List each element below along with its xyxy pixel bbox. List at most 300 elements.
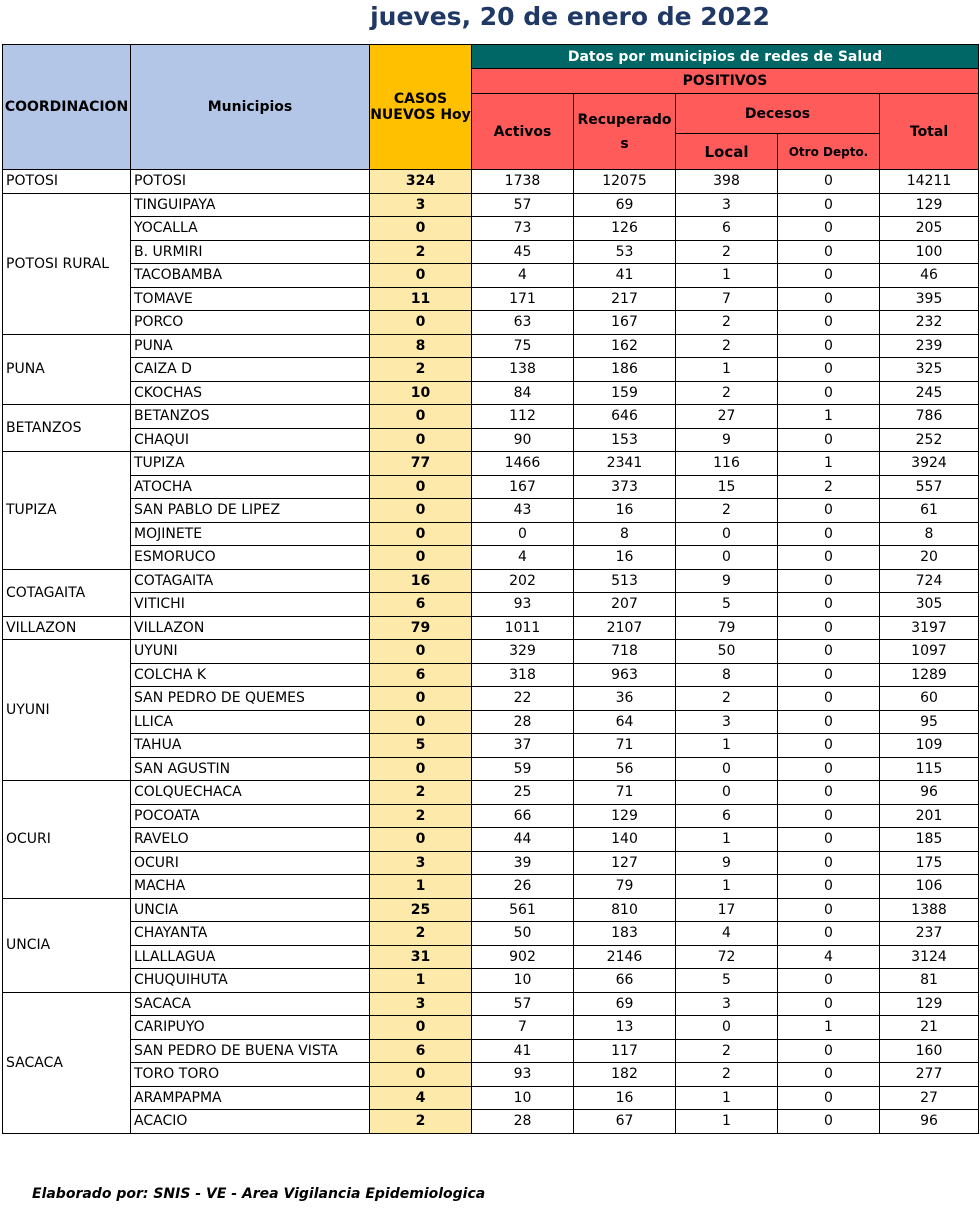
local-cell: 9 — [676, 569, 778, 593]
recuperados-cell: 79 — [574, 875, 676, 899]
table-row — [3, 428, 979, 452]
table-row — [3, 781, 979, 805]
table-row — [3, 1039, 979, 1063]
table-row — [3, 334, 979, 358]
activos-cell: 44 — [472, 828, 574, 852]
local-cell: 2 — [676, 687, 778, 711]
otro-cell: 0 — [778, 734, 880, 758]
coordinacion-cell: PUNA — [3, 334, 131, 405]
activos-cell: 93 — [472, 593, 574, 617]
otro-cell: 0 — [778, 969, 880, 993]
header-activos: Activos — [472, 94, 574, 170]
recuperados-cell: 153 — [574, 428, 676, 452]
coordinacion-cell: COTAGAITA — [3, 569, 131, 616]
local-cell: 0 — [676, 781, 778, 805]
activos-cell: 22 — [472, 687, 574, 711]
recuperados-cell: 183 — [574, 922, 676, 946]
total-cell: 14211 — [880, 170, 979, 194]
recuperados-cell: 186 — [574, 358, 676, 382]
total-cell: 305 — [880, 593, 979, 617]
total-cell: 8 — [880, 522, 979, 546]
header-recuperados: Recuperado s — [574, 94, 676, 170]
local-cell: 0 — [676, 546, 778, 570]
casos-cell: 10 — [370, 381, 472, 405]
local-cell: 1 — [676, 828, 778, 852]
casos-cell: 0 — [370, 499, 472, 523]
activos-cell: 318 — [472, 663, 574, 687]
total-cell: 46 — [880, 264, 979, 288]
activos-cell: 4 — [472, 264, 574, 288]
casos-cell: 8 — [370, 334, 472, 358]
total-cell: 106 — [880, 875, 979, 899]
municipio-cell: PORCO — [131, 311, 370, 335]
otro-cell: 0 — [778, 546, 880, 570]
otro-cell: 0 — [778, 640, 880, 664]
casos-cell: 31 — [370, 945, 472, 969]
municipio-cell: CHAYANTA — [131, 922, 370, 946]
municipio-cell: VITICHI — [131, 593, 370, 617]
recuperados-cell: 127 — [574, 851, 676, 875]
header-municipios: Municipios — [131, 45, 370, 170]
total-cell: 96 — [880, 1110, 979, 1134]
local-cell: 2 — [676, 1063, 778, 1087]
otro-cell: 0 — [778, 757, 880, 781]
municipio-cell: CHAQUI — [131, 428, 370, 452]
recuperados-cell: 140 — [574, 828, 676, 852]
casos-cell: 3 — [370, 851, 472, 875]
recuperados-cell: 56 — [574, 757, 676, 781]
otro-cell: 0 — [778, 240, 880, 264]
total-cell: 239 — [880, 334, 979, 358]
activos-cell: 329 — [472, 640, 574, 664]
total-cell: 1289 — [880, 663, 979, 687]
municipio-cell: ACACIO — [131, 1110, 370, 1134]
activos-cell: 1011 — [472, 616, 574, 640]
municipio-cell: COLQUECHACA — [131, 781, 370, 805]
table-row — [3, 522, 979, 546]
activos-cell: 66 — [472, 804, 574, 828]
otro-cell: 0 — [778, 828, 880, 852]
casos-cell: 11 — [370, 287, 472, 311]
recuperados-cell: 126 — [574, 217, 676, 241]
activos-cell: 902 — [472, 945, 574, 969]
table-row — [3, 546, 979, 570]
recuperados-cell: 373 — [574, 475, 676, 499]
municipio-cell: TORO TORO — [131, 1063, 370, 1087]
casos-cell: 77 — [370, 452, 472, 476]
coordinacion-cell: UNCIA — [3, 898, 131, 992]
recuperados-cell: 810 — [574, 898, 676, 922]
table-row — [3, 992, 979, 1016]
table-row — [3, 945, 979, 969]
activos-cell: 37 — [472, 734, 574, 758]
otro-cell: 0 — [778, 898, 880, 922]
total-cell: 115 — [880, 757, 979, 781]
municipio-cell: LLICA — [131, 710, 370, 734]
otro-cell: 0 — [778, 264, 880, 288]
table-row — [3, 358, 979, 382]
activos-cell: 138 — [472, 358, 574, 382]
casos-cell: 0 — [370, 217, 472, 241]
table-row — [3, 569, 979, 593]
local-cell: 398 — [676, 170, 778, 194]
recuperados-cell: 217 — [574, 287, 676, 311]
otro-cell: 0 — [778, 851, 880, 875]
municipio-cell: SAN PEDRO DE BUENA VISTA — [131, 1039, 370, 1063]
recuperados-cell: 159 — [574, 381, 676, 405]
header-casos-nuevos: CASOS NUEVOS Hoy — [370, 45, 472, 170]
recuperados-cell: 13 — [574, 1016, 676, 1040]
table-row — [3, 851, 979, 875]
local-cell: 3 — [676, 710, 778, 734]
local-cell: 1 — [676, 1110, 778, 1134]
municipio-cell: PUNA — [131, 334, 370, 358]
local-cell: 5 — [676, 593, 778, 617]
local-cell: 3 — [676, 193, 778, 217]
total-cell: 201 — [880, 804, 979, 828]
table-row — [3, 405, 979, 429]
recuperados-cell: 41 — [574, 264, 676, 288]
local-cell: 0 — [676, 522, 778, 546]
casos-cell: 0 — [370, 475, 472, 499]
municipio-cell: SAN PEDRO DE QUEMES — [131, 687, 370, 711]
total-cell: 21 — [880, 1016, 979, 1040]
otro-cell: 0 — [778, 569, 880, 593]
activos-cell: 10 — [472, 969, 574, 993]
recuperados-cell: 162 — [574, 334, 676, 358]
recuperados-cell: 16 — [574, 499, 676, 523]
total-cell: 205 — [880, 217, 979, 241]
municipio-cell: B. URMIRI — [131, 240, 370, 264]
otro-cell: 0 — [778, 804, 880, 828]
recuperados-cell: 117 — [574, 1039, 676, 1063]
table-row — [3, 1110, 979, 1134]
coordinacion-cell: VILLAZON — [3, 616, 131, 640]
table-row — [3, 193, 979, 217]
table-row — [3, 170, 979, 194]
total-cell: 95 — [880, 710, 979, 734]
total-cell: 557 — [880, 475, 979, 499]
table-row — [3, 898, 979, 922]
casos-cell: 0 — [370, 405, 472, 429]
total-cell: 129 — [880, 193, 979, 217]
header-decesos: Decesos — [676, 94, 880, 134]
casos-cell: 6 — [370, 1039, 472, 1063]
activos-cell: 112 — [472, 405, 574, 429]
municipio-cell: SAN PABLO DE LIPEZ — [131, 499, 370, 523]
local-cell: 1 — [676, 264, 778, 288]
local-cell: 2 — [676, 240, 778, 264]
table-row — [3, 757, 979, 781]
otro-cell: 0 — [778, 287, 880, 311]
coordinacion-cell: POTOSI RURAL — [3, 193, 131, 334]
activos-cell: 26 — [472, 875, 574, 899]
activos-cell: 50 — [472, 922, 574, 946]
otro-cell: 1 — [778, 1016, 880, 1040]
activos-cell: 25 — [472, 781, 574, 805]
casos-cell: 0 — [370, 1063, 472, 1087]
otro-cell: 0 — [778, 663, 880, 687]
total-cell: 129 — [880, 992, 979, 1016]
coordinacion-cell: UYUNI — [3, 640, 131, 781]
recuperados-cell: 16 — [574, 1086, 676, 1110]
local-cell: 27 — [676, 405, 778, 429]
recuperados-cell: 963 — [574, 663, 676, 687]
local-cell: 6 — [676, 217, 778, 241]
activos-cell: 84 — [472, 381, 574, 405]
recuperados-cell: 207 — [574, 593, 676, 617]
local-cell: 1 — [676, 734, 778, 758]
local-cell: 79 — [676, 616, 778, 640]
local-cell: 5 — [676, 969, 778, 993]
recuperados-cell: 182 — [574, 1063, 676, 1087]
otro-cell: 0 — [778, 358, 880, 382]
total-cell: 100 — [880, 240, 979, 264]
recuperados-cell: 718 — [574, 640, 676, 664]
coordinacion-cell: OCURI — [3, 781, 131, 899]
activos-cell: 561 — [472, 898, 574, 922]
otro-cell: 0 — [778, 381, 880, 405]
municipio-cell: LLALLAGUA — [131, 945, 370, 969]
total-cell: 252 — [880, 428, 979, 452]
total-cell: 3197 — [880, 616, 979, 640]
recuperados-cell: 8 — [574, 522, 676, 546]
casos-cell: 2 — [370, 1110, 472, 1134]
recuperados-cell: 36 — [574, 687, 676, 711]
municipio-cell: UNCIA — [131, 898, 370, 922]
local-cell: 9 — [676, 428, 778, 452]
municipio-cell: POTOSI — [131, 170, 370, 194]
recuperados-cell: 53 — [574, 240, 676, 264]
municipio-cell: UYUNI — [131, 640, 370, 664]
activos-cell: 28 — [472, 1110, 574, 1134]
activos-cell: 45 — [472, 240, 574, 264]
table-row — [3, 287, 979, 311]
casos-cell: 0 — [370, 687, 472, 711]
activos-cell: 63 — [472, 311, 574, 335]
otro-cell: 0 — [778, 616, 880, 640]
municipio-cell: ESMORUCO — [131, 546, 370, 570]
local-cell: 2 — [676, 1039, 778, 1063]
recuperados-cell: 513 — [574, 569, 676, 593]
total-cell: 1388 — [880, 898, 979, 922]
local-cell: 0 — [676, 757, 778, 781]
activos-cell: 93 — [472, 1063, 574, 1087]
recuperados-cell: 2341 — [574, 452, 676, 476]
local-cell: 8 — [676, 663, 778, 687]
otro-cell: 4 — [778, 945, 880, 969]
total-cell: 395 — [880, 287, 979, 311]
recuperados-cell: 646 — [574, 405, 676, 429]
otro-cell: 0 — [778, 593, 880, 617]
municipio-cell: VILLAZON — [131, 616, 370, 640]
recuperados-cell: 71 — [574, 734, 676, 758]
otro-cell: 0 — [778, 522, 880, 546]
municipio-cell: BETANZOS — [131, 405, 370, 429]
covid-municipios-table — [2, 44, 979, 1134]
recuperados-cell: 69 — [574, 992, 676, 1016]
municipio-cell: POCOATA — [131, 804, 370, 828]
activos-cell: 90 — [472, 428, 574, 452]
table-row — [3, 264, 979, 288]
table-row — [3, 240, 979, 264]
total-cell: 160 — [880, 1039, 979, 1063]
otro-cell: 0 — [778, 217, 880, 241]
recuperados-cell: 12075 — [574, 170, 676, 194]
municipio-cell: YOCALLA — [131, 217, 370, 241]
local-cell: 4 — [676, 922, 778, 946]
casos-cell: 25 — [370, 898, 472, 922]
otro-cell: 0 — [778, 922, 880, 946]
activos-cell: 0 — [472, 522, 574, 546]
casos-cell: 0 — [370, 311, 472, 335]
municipio-cell: MACHA — [131, 875, 370, 899]
total-cell: 237 — [880, 922, 979, 946]
municipio-cell: CHUQUIHUTA — [131, 969, 370, 993]
total-cell: 245 — [880, 381, 979, 405]
local-cell: 1 — [676, 1086, 778, 1110]
recuperados-cell: 69 — [574, 193, 676, 217]
otro-cell: 0 — [778, 1110, 880, 1134]
activos-cell: 57 — [472, 992, 574, 1016]
casos-cell: 0 — [370, 828, 472, 852]
page-title: jueves, 20 de enero de 2022 — [370, 2, 770, 31]
casos-cell: 16 — [370, 569, 472, 593]
local-cell: 0 — [676, 1016, 778, 1040]
header-decesos-otro-depto: Otro Depto. — [778, 134, 880, 170]
otro-cell: 1 — [778, 452, 880, 476]
casos-cell: 0 — [370, 710, 472, 734]
local-cell: 1 — [676, 875, 778, 899]
total-cell: 20 — [880, 546, 979, 570]
municipio-cell: ATOCHA — [131, 475, 370, 499]
total-cell: 175 — [880, 851, 979, 875]
table-row — [3, 452, 979, 476]
table-row — [3, 969, 979, 993]
local-cell: 2 — [676, 334, 778, 358]
recuperados-cell: 2146 — [574, 945, 676, 969]
casos-cell: 5 — [370, 734, 472, 758]
activos-cell: 28 — [472, 710, 574, 734]
casos-cell: 1 — [370, 969, 472, 993]
table-row — [3, 1086, 979, 1110]
table-body — [3, 170, 979, 1134]
casos-cell: 3 — [370, 992, 472, 1016]
activos-cell: 4 — [472, 546, 574, 570]
casos-cell: 324 — [370, 170, 472, 194]
casos-cell: 2 — [370, 922, 472, 946]
recuperados-cell: 16 — [574, 546, 676, 570]
casos-cell: 6 — [370, 663, 472, 687]
local-cell: 3 — [676, 992, 778, 1016]
activos-cell: 73 — [472, 217, 574, 241]
otro-cell: 0 — [778, 193, 880, 217]
local-cell: 17 — [676, 898, 778, 922]
otro-cell: 0 — [778, 1063, 880, 1087]
activos-cell: 7 — [472, 1016, 574, 1040]
casos-cell: 1 — [370, 875, 472, 899]
municipio-cell: OCURI — [131, 851, 370, 875]
casos-cell: 4 — [370, 1086, 472, 1110]
total-cell: 724 — [880, 569, 979, 593]
recuperados-cell: 71 — [574, 781, 676, 805]
total-cell: 325 — [880, 358, 979, 382]
total-cell: 96 — [880, 781, 979, 805]
coordinacion-cell: TUPIZA — [3, 452, 131, 570]
local-cell: 2 — [676, 499, 778, 523]
total-cell: 61 — [880, 499, 979, 523]
recuperados-cell: 67 — [574, 1110, 676, 1134]
municipio-cell: CAIZA D — [131, 358, 370, 382]
header-positivos: POSITIVOS — [472, 69, 979, 94]
casos-cell: 79 — [370, 616, 472, 640]
otro-cell: 0 — [778, 1039, 880, 1063]
casos-cell: 0 — [370, 1016, 472, 1040]
casos-cell: 0 — [370, 757, 472, 781]
table-row — [3, 311, 979, 335]
header-coordinacion: COORDINACION — [3, 45, 131, 170]
municipio-cell: COLCHA K — [131, 663, 370, 687]
local-cell: 1 — [676, 358, 778, 382]
casos-cell: 3 — [370, 193, 472, 217]
local-cell: 116 — [676, 452, 778, 476]
municipio-cell: COTAGAITA — [131, 569, 370, 593]
activos-cell: 171 — [472, 287, 574, 311]
activos-cell: 59 — [472, 757, 574, 781]
activos-cell: 1466 — [472, 452, 574, 476]
table-row — [3, 499, 979, 523]
total-cell: 60 — [880, 687, 979, 711]
table-row — [3, 663, 979, 687]
total-cell: 185 — [880, 828, 979, 852]
casos-cell: 0 — [370, 640, 472, 664]
total-cell: 232 — [880, 311, 979, 335]
activos-cell: 57 — [472, 193, 574, 217]
activos-cell: 39 — [472, 851, 574, 875]
activos-cell: 10 — [472, 1086, 574, 1110]
otro-cell: 0 — [778, 334, 880, 358]
local-cell: 50 — [676, 640, 778, 664]
total-cell: 3924 — [880, 452, 979, 476]
table-row — [3, 922, 979, 946]
table-row — [3, 875, 979, 899]
total-cell: 277 — [880, 1063, 979, 1087]
municipio-cell: MOJINETE — [131, 522, 370, 546]
municipio-cell: ARAMPAPMA — [131, 1086, 370, 1110]
otro-cell: 0 — [778, 992, 880, 1016]
activos-cell: 1738 — [472, 170, 574, 194]
table-row — [3, 475, 979, 499]
activos-cell: 43 — [472, 499, 574, 523]
table-row — [3, 593, 979, 617]
table-row — [3, 734, 979, 758]
local-cell: 2 — [676, 381, 778, 405]
otro-cell: 0 — [778, 311, 880, 335]
footer-credit: Elaborado por: SNIS - VE - Area Vigilancia Epidemiologica — [32, 1186, 486, 1202]
otro-cell: 0 — [778, 781, 880, 805]
header-total: Total — [880, 94, 979, 170]
local-cell: 6 — [676, 804, 778, 828]
municipio-cell: TACOBAMBA — [131, 264, 370, 288]
recuperados-cell: 64 — [574, 710, 676, 734]
casos-cell: 0 — [370, 522, 472, 546]
table-row — [3, 1063, 979, 1087]
recuperados-cell: 2107 — [574, 616, 676, 640]
activos-cell: 75 — [472, 334, 574, 358]
total-cell: 81 — [880, 969, 979, 993]
table-row — [3, 640, 979, 664]
otro-cell: 0 — [778, 428, 880, 452]
